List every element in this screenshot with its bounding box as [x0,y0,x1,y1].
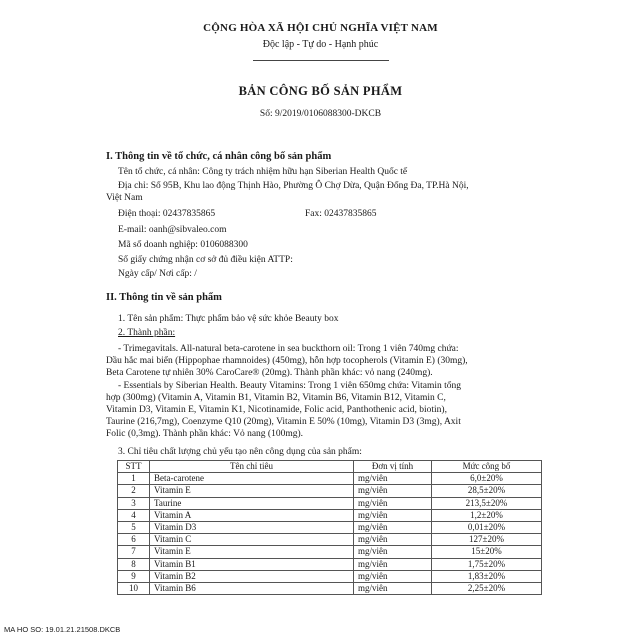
cell-level: 0,01±20% [432,521,542,533]
table-row [118,473,542,485]
table-row [118,582,542,594]
cell-unit: mg/viên [354,546,432,558]
table-row [118,534,542,546]
tax-code: Mã số doanh nghiệp: 0106088300 [118,240,248,250]
cell-indicator: Beta-carotene [150,473,354,485]
cell-unit: mg/viên [354,570,432,582]
cell-unit: mg/viên [354,473,432,485]
cell-indicator: Vitamin A [150,509,354,521]
cell-stt: 8 [118,558,150,570]
document-title: BẢN CÔNG BỐ SẢN PHẨM [238,84,403,98]
cell-level: 1,2±20% [432,509,542,521]
cell-level: 28,5±20% [432,485,542,497]
cell-indicator: Vitamin B6 [150,582,354,594]
certificate-number: Số giấy chứng nhận cơ sở đủ điều kiện ATTP: [118,255,293,265]
ingredients-label: 2. Thành phần: [118,328,176,338]
cell-level: 15±20% [432,546,542,558]
country-heading: CỘNG HÒA XÃ HỘI CHỦ NGHĨA VIỆT NAM [203,22,438,34]
ingredients-line: Beta Carotene tự nhiên 30% CaroCare® (20mg). Thành phần khác: vỏ nang (240mg). [106,368,433,378]
cell-unit: mg/viên [354,497,432,509]
section1-heading: I. Thông tin về tổ chức, cá nhân công bố sản phẩm [106,151,332,162]
table-row [118,485,542,497]
ingredients-line: - Trimegavitals. All-natural beta-carotene in sea buckthorn oil: Trong 1 viên 740mg chứa: [118,344,459,354]
phone: Điện thoại: 02437835865 [118,209,216,219]
cell-indicator: Vitamin B2 [150,570,354,582]
table-row [118,570,542,582]
cell-indicator: Taurine [150,497,354,509]
cell-indicator: Vitamin D3 [150,521,354,533]
ingredients-line: hợp (300mg) (Vitamin A, Vitamin B1, Vitamin B2, Vitamin B6, Vitamin B12, Vitamin C, [106,393,446,403]
product-name: 1. Tên sản phẩm: Thực phẩm bảo vệ sức khỏe Beauty box [118,314,339,324]
cell-indicator: Vitamin E [150,485,354,497]
header-stt: STT [118,461,150,473]
table-row [118,521,542,533]
table-row [118,558,542,570]
cell-level: 1,83±20% [432,570,542,582]
cell-unit: mg/viên [354,485,432,497]
dossier-code: MA HO SO: 19.01.21.21508.DKCB [4,625,121,634]
table-row [118,546,542,558]
header-indicator: Tên chỉ tiêu [150,461,354,473]
cell-unit: mg/viên [354,509,432,521]
section2-heading: II. Thông tin về sản phẩm [106,292,222,303]
table-row [118,497,542,509]
cell-unit: mg/viên [354,521,432,533]
cell-level: 213,5±20% [432,497,542,509]
ingredients-line: Folic (0,3mg). Thành phần khác: Vỏ nang (100mg). [106,429,304,439]
header-divider [253,60,389,61]
cell-level: 6,0±20% [432,473,542,485]
cell-stt: 9 [118,570,150,582]
cell-stt: 7 [118,546,150,558]
address-line-1: Địa chỉ: Số 95B, Khu lao động Thịnh Hào, Phường Ô Chợ Dừa, Quận Đống Đa, TP.Hà Nội, [118,181,469,191]
cell-stt: 2 [118,485,150,497]
header-unit: Đơn vị tính [354,461,432,473]
ingredients-line: Vitamin D3, Vitamin E, Vitamin K1, Nicotinamide, Folic acid, Panthothenic acid, biotin), [106,405,447,415]
ingredients-line: - Essentials by Siberian Health. Beauty Vitamins: Trong 1 viên 650mg chứa: Vitamin tổng [118,381,461,391]
cell-stt: 5 [118,521,150,533]
cell-indicator: Vitamin C [150,534,354,546]
cell-indicator: Vitamin E [150,546,354,558]
quality-spec-table [117,460,542,595]
quality-intro: 3. Chỉ tiêu chất lượng chủ yếu tạo nên công dụng của sản phẩm: [118,447,362,457]
cell-stt: 10 [118,582,150,594]
cell-level: 1,75±20% [432,558,542,570]
cell-stt: 6 [118,534,150,546]
cell-level: 2,25±20% [432,582,542,594]
issue-date: Ngày cấp/ Nơi cấp: / [118,269,197,279]
cell-stt: 4 [118,509,150,521]
cell-unit: mg/viên [354,558,432,570]
cell-stt: 3 [118,497,150,509]
email: E-mail: oanh@sibvaleo.com [118,225,227,235]
address-line-2: Việt Nam [106,193,143,203]
cell-stt: 1 [118,473,150,485]
ingredients-line: Taurine (216,7mg), Coenzyme Q10 (20mg), Vitamin E 50% (10mg), Vitamin D3 (3mg), Axit [106,417,461,427]
motto: Độc lập - Tự do - Hạnh phúc [262,39,379,50]
fax: Fax: 02437835865 [305,209,377,219]
table-header-row [118,461,542,473]
ingredients-line: Dầu hắc mai biển (Hippophae rhamnoides) (450mg), hỗn hợp tocopherols (Vitamin E) (30mg), [106,356,468,366]
cell-unit: mg/viên [354,582,432,594]
table-row [118,509,542,521]
cell-unit: mg/viên [354,534,432,546]
document-number: Số: 9/2019/0106088300-DKCB [259,109,382,119]
header-level: Mức công bố [432,461,542,473]
cell-indicator: Vitamin B1 [150,558,354,570]
cell-level: 127±20% [432,534,542,546]
org-name: Tên tổ chức, cá nhân: Công ty trách nhiệm hữu hạn Siberian Health Quốc tế [118,167,408,177]
